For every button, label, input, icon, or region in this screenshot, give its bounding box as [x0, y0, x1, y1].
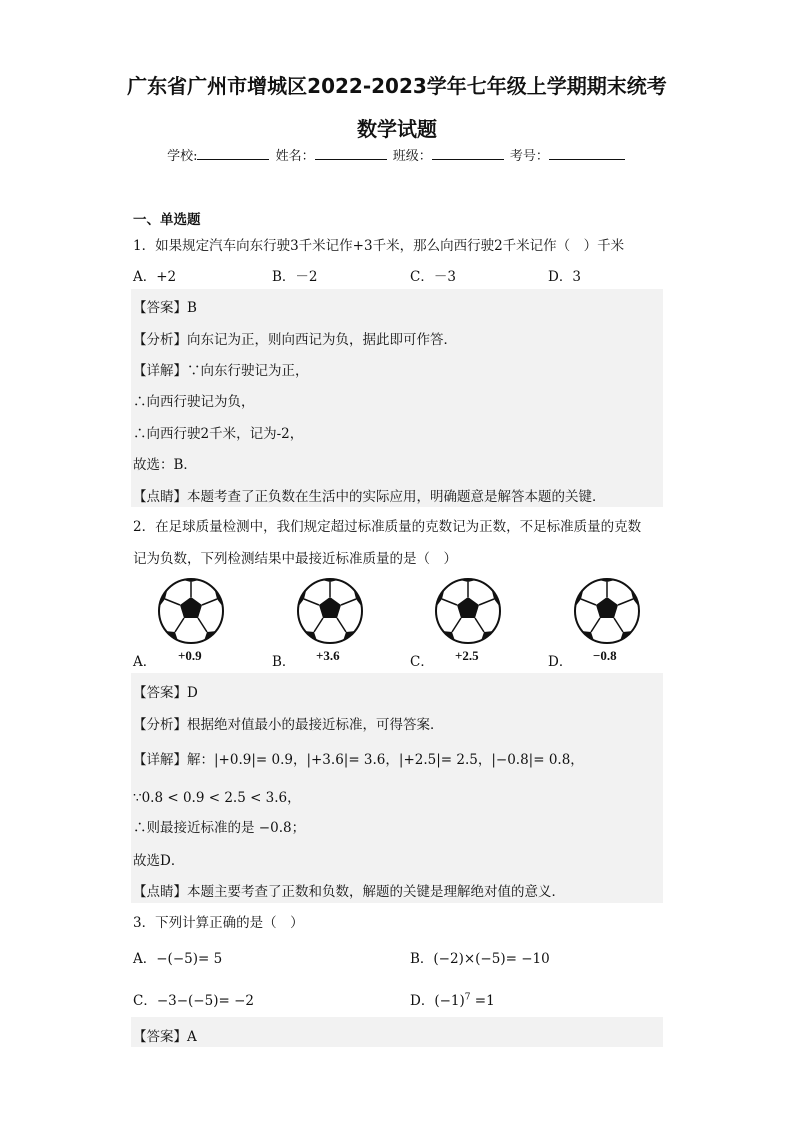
soccer-ball-c: [434, 577, 502, 649]
q1-analysis: 【分析】向东记为正，则向西记为负，据此即可作答．: [133, 332, 457, 348]
q1-detail-4: 故选：B．: [133, 457, 197, 473]
q2-answer: 【答案】D: [133, 685, 198, 701]
q3-option-d-base: D．(−1): [410, 993, 465, 1009]
q3-stem: 3．下列计算正确的是（ ）: [133, 915, 304, 931]
q2-stem-1: 2．在足球质量检测中，我们规定超过标准质量的克数记为正数，不足标准质量的克数: [133, 519, 642, 535]
q2-detail-2: ∵0.8 < 0.9 < 2.5 < 3.6，: [133, 790, 301, 806]
q2-option-c-value: +2.5: [455, 648, 479, 663]
q2-stem-2: 记为负数，下列检测结果中最接近标准质量的是（ ）: [133, 551, 457, 567]
section-heading: 一、单选题: [133, 212, 201, 228]
student-info-row: [0, 145, 794, 164]
q2-analysis: 【分析】根据绝对值最小的最接近标准，可得答案．: [133, 717, 444, 733]
q2-detail-4: 故选D．: [133, 853, 185, 869]
q2-option-b-value: +3.6: [316, 648, 340, 663]
q1-comment: 【点睛】本题考查了正负数在生活中的实际应用，明确题意是解答本题的关键．: [133, 489, 606, 505]
name-label: 姓名：: [275, 149, 315, 164]
q2-comment: 【点睛】本题主要考查了正数和负数，解题的关键是理解绝对值的意义．: [133, 884, 565, 900]
q3-answer: 【答案】A: [133, 1029, 197, 1045]
page-subtitle: 数学试题: [357, 117, 437, 141]
q3-option-d-result: =1: [470, 993, 495, 1009]
name-blank[interactable]: [315, 147, 387, 160]
q2-detail-3: ∴则最接近标准的是 −0.8；: [133, 820, 306, 836]
q1-option-d: D．3: [548, 269, 581, 285]
q3-solution-box: [131, 1017, 663, 1047]
q3-option-a: A．−(−5)= 5: [133, 951, 223, 967]
number-blank[interactable]: [549, 147, 625, 160]
q1-stem: 1．如果规定汽车向东行驶3千米记作+3千米，那么向西行驶2千米记作（ ）千米: [133, 238, 625, 254]
q1-detail-2: ∴向西行驶记为负，: [133, 394, 255, 410]
q2-option-b-label: B．: [272, 654, 296, 670]
q2-option-d-label: D．: [548, 654, 573, 670]
class-label: 班级：: [392, 149, 432, 164]
q3-option-c: C．−3−(−5)= −2: [133, 993, 254, 1009]
q2-option-c-label: C．: [410, 654, 434, 670]
q2-option-a-label: A．: [133, 654, 157, 670]
q3-option-b: B．(−2)×(−5)= −10: [410, 951, 550, 967]
class-blank[interactable]: [432, 147, 504, 160]
q1-answer: 【答案】B: [133, 300, 197, 316]
q1-option-c: C．－3: [410, 269, 456, 285]
soccer-ball-d: [573, 577, 641, 649]
school-label: 学校:: [167, 149, 198, 164]
q1-detail-3: ∴向西行驶2千米，记为-2，: [133, 426, 304, 442]
number-label: 考号：: [509, 149, 549, 164]
q2-detail-1: 【详解】解：|+0.9|= 0.9，|+3.6|= 3.6，|+2.5|= 2.5，|−0.8|= 0.8，: [133, 752, 584, 768]
soccer-ball-a: [157, 577, 225, 649]
q1-detail-1: 【详解】∵向东行驶记为正，: [133, 363, 309, 379]
q3-option-d-exponent: 7: [464, 992, 471, 1003]
q1-option-a: A．+2: [133, 269, 177, 285]
q1-option-b: B．－2: [272, 269, 318, 285]
page-title: 广东省广州市增城区2022-2023学年七年级上学期期末统考: [127, 74, 667, 98]
soccer-ball-b: [296, 577, 364, 649]
school-blank[interactable]: [197, 147, 269, 160]
q2-option-d-value: −0.8: [593, 648, 617, 663]
q3-option-d: [410, 989, 495, 1009]
q2-option-a-value: +0.9: [178, 648, 202, 663]
